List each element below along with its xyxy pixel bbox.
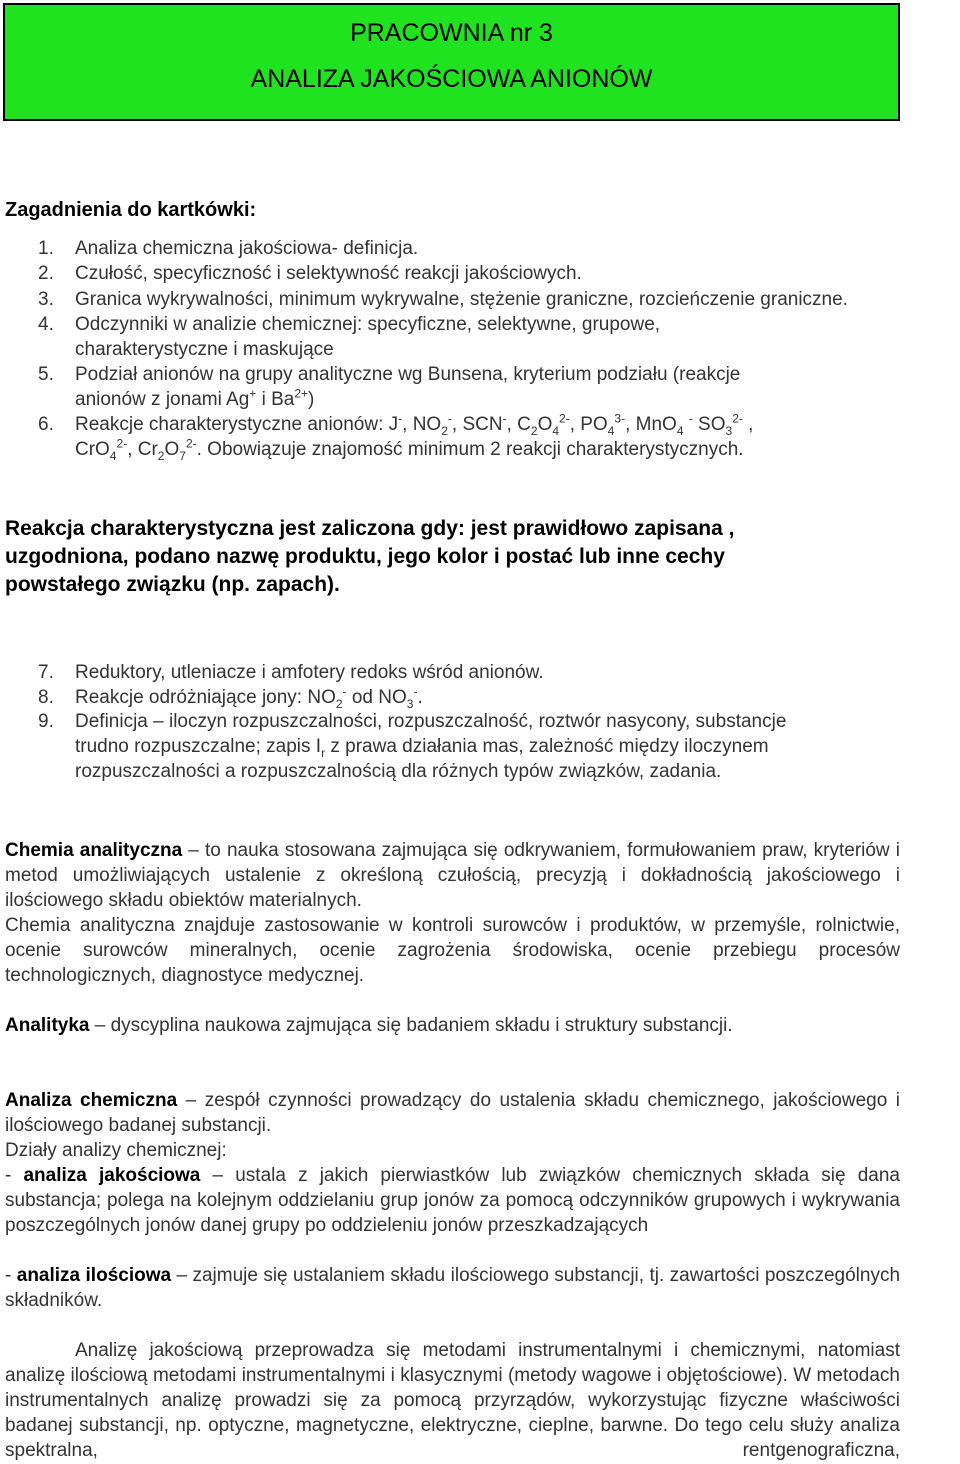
list-number: 2. xyxy=(38,263,54,284)
page-subtitle: ANALIZA JAKOŚCIOWA ANIONÓW xyxy=(250,65,653,93)
analiza-jakosciowa-paragraph: - analiza jakościowa – ustala z jakich pierwiastków lub związków chemicznych składa się dana substancja; polega na kolejnym oddzielaniu grup jonów za pomocą odczynników grupowych i wykrywania poszczególnych jonów danej grupy po oddzieleniu jonów przeszkadzających xyxy=(5,1165,900,1236)
note-line: powstałego związku (np. zapach). xyxy=(5,573,340,596)
list-text: Granica wykrywalności, minimum wykrywalne, stężenie graniczne, rozcieńczenie graniczne. xyxy=(75,289,848,310)
note-line: Reakcja charakterystyczna jest zaliczona gdy: jest prawidłowo zapisana , xyxy=(5,517,735,540)
list-text-cont: anionów z jonami Ag+ i $Ba^{2+}$) xyxy=(75,386,315,410)
analityka-paragraph: Analityka – dyscyplina naukowa zajmująca się badaniem składu i struktury substancji. xyxy=(5,1015,733,1036)
final-paragraph: Analizę jakościową przeprowadza się metodami instrumentalnymi i chemicznymi, natomiast analizę ilościową metodami instrumentalnymi i klasycznymi (metody wagowe i objętościowe). W metodach instrumentalnych analizę prowadzi się za pomocą przyrządów, wykorzystując fizyczne właściwości badanej substancji, np. optyczne, magnetyczne, elektryczne, cieplne, barwne. Do tego celu służy analiza spektralna, rentgenograficzna, xyxy=(5,1340,900,1461)
list-text-cont: trudno rozpuszczalne; zapis $I_r$ z prawa działania mas, zależność między iloczynem xyxy=(75,736,769,760)
list-text: Odczynniki w analizie chemicznej: specyficzne, selektywne, grupowe, xyxy=(75,314,661,335)
list-number: 3. xyxy=(38,289,54,310)
title-banner xyxy=(3,3,900,121)
analiza-paragraph: Analiza chemiczna – zespół czynności prowadzący do ustalenia składu chemicznego, jakościowego i ilościowego badanej substancji. xyxy=(5,1090,900,1136)
list-text: Reduktory, utleniacze i amfotery redoks wśród anionów. xyxy=(75,662,544,683)
list-text: Analiza chemiczna jakościowa- definicja. xyxy=(75,238,419,259)
list-text: Reakcje charakterystyczne anionów: J-, $NO_2^-$, SCN-, $C_2O_4^{2-}$, $PO_4^{3-}$, MnO$_4$ - $SO_3^{2-}$ , xyxy=(75,411,754,438)
analiza-ilosciowa-paragraph: - analiza ilościowa – zajmuje się ustalaniem składu ilościowego substancji, tj. zawartości poszczególnych składników. xyxy=(5,1265,901,1311)
list-number: 9. xyxy=(38,711,54,732)
list-text: Definicja – iloczyn rozpuszczalności, rozpuszczalność, roztwór nasycony, substancje xyxy=(75,711,787,732)
list-number: 4. xyxy=(38,314,54,335)
list-number: 6. xyxy=(38,414,54,435)
list-number: 7. xyxy=(38,662,54,683)
dzialy-label: Działy analizy chemicznej: xyxy=(5,1140,227,1161)
list-number: 1. xyxy=(38,238,54,259)
list-text-cont: CrO$_4^{2-}$, $Cr_2O_7^{2-}$. Obowiązuje znajomość minimum 2 reakcji charakterystycznych. xyxy=(75,436,744,463)
list-number: 5. xyxy=(38,364,54,385)
list-text-cont: charakterystyczne i maskujące xyxy=(75,339,334,360)
section-heading: Zagadnienia do kartkówki: xyxy=(5,199,257,221)
list-number: 8. xyxy=(38,687,54,708)
list-text: Reakcje odróżniające jony: $NO_2^-$ od $NO_3^-$. xyxy=(75,684,423,711)
note-line: uzgodniona, podano nazwę produktu, jego kolor i postać lub inne cechy xyxy=(5,545,725,568)
list-text: Podział anionów na grupy analityczne wg Bunsena, kryterium podziału (reakcje xyxy=(75,364,741,385)
list-text: Czułość, specyficzność i selektywność reakcji jakościowych. xyxy=(75,263,582,284)
chemia-paragraph-2: Chemia analityczna znajduje zastosowanie w kontroli surowców i produktów, w przemyśle, rolnictwie, ocenie surowców mineralnych, ocenie zagrożenia środowiska, ocenie przebiegu procesów technologicznych, diagnostyce medycznej. xyxy=(5,915,900,986)
page-title: PRACOWNIA nr 3 xyxy=(350,19,553,47)
chemia-paragraph: Chemia analityczna – to nauka stosowana zajmująca się odkrywaniem, formułowaniem praw, kryteriów i metod umożliwiających ustalenie z określoną czułością, precyzją i dokładnością jakościowego i ilościowego składu obiektów materialnych. xyxy=(5,840,900,911)
list-text-cont: rozpuszczalności a rozpuszczalnością dla różnych typów związków, zadania. xyxy=(75,761,722,782)
